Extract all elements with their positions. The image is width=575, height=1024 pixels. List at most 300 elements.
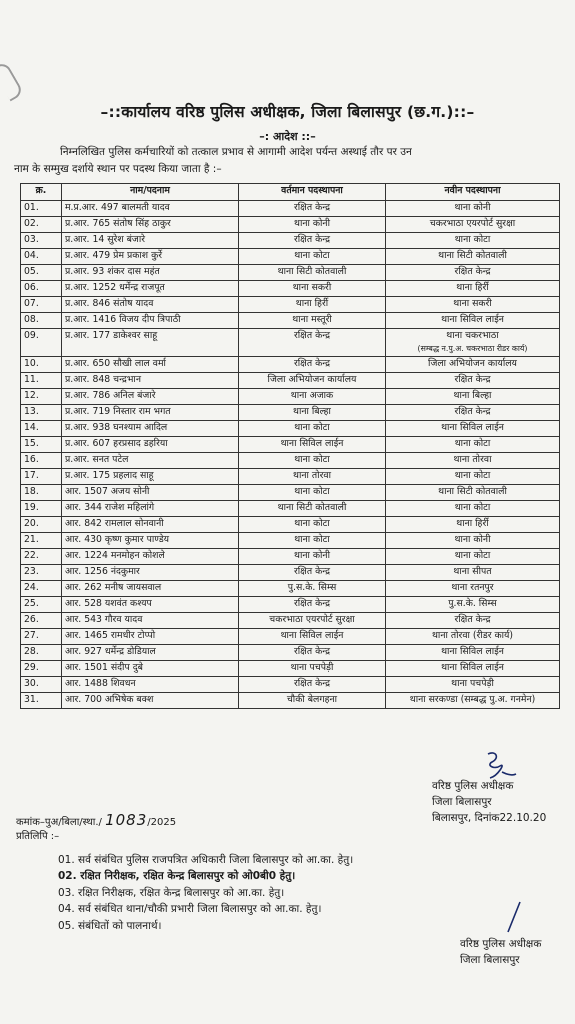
row-serial-text: 12.: [24, 390, 39, 401]
header-new-posting: नवीन पदस्थापना: [386, 184, 560, 201]
row-name: [62, 437, 239, 453]
row-name: [62, 201, 239, 217]
row-new-posting: [386, 613, 560, 629]
row-serial-text: 07.: [24, 298, 39, 309]
row-new-posting: [386, 485, 560, 501]
row-current-posting-text: थाना सिटी कोतवाली: [277, 502, 347, 513]
signature-1-designation: वरिष्ठ पुलिस अधीक्षक: [432, 780, 514, 792]
row-new-posting-text: चकरभाठा एयरपोर्ट सुरक्षा: [429, 218, 516, 229]
row-name-text: आर. 262 मनीष जायसवाल: [65, 582, 162, 593]
row-new-posting: [386, 437, 560, 453]
row-current-posting-text: रक्षित केन्द्र: [293, 358, 331, 369]
signature-mark-2: [500, 900, 526, 936]
row-serial: [21, 357, 62, 373]
row-current-posting: [239, 597, 386, 613]
row-name-text: आर. 1501 संदीप दुबे: [65, 662, 143, 673]
row-new-posting-text: थाना सिविल लाईन: [441, 422, 504, 433]
row-current-posting: [239, 265, 386, 281]
table-row: [21, 281, 560, 297]
table-row: [21, 597, 560, 613]
row-name: [62, 485, 239, 501]
row-serial-text: 26.: [24, 614, 39, 625]
row-current-posting-text: रक्षित केन्द्र: [293, 566, 331, 577]
row-current-posting-text: थाना कोनी: [294, 550, 330, 561]
row-new-posting-text: थाना सिविल लाईन: [441, 314, 504, 325]
row-new-posting-text: रक्षित केन्द्र: [454, 406, 491, 417]
memo-number: [16, 811, 176, 829]
row-new-posting: [386, 565, 560, 581]
row-name: [62, 629, 239, 645]
row-current-posting-text: थाना सिविल लाईन: [280, 630, 344, 641]
row-new-posting-text: थाना कोटा: [454, 502, 491, 513]
row-name-text: प्र.आर. 177 डाकेश्वर साहू: [65, 330, 158, 341]
row-new-posting: [386, 281, 560, 297]
row-current-posting: [239, 437, 386, 453]
row-current-posting-text: थाना कोनी: [294, 218, 330, 229]
row-name: [62, 389, 239, 405]
row-current-posting-text: रक्षित केन्द्र: [293, 678, 331, 689]
row-serial-text: 24.: [24, 582, 39, 593]
row-new-posting-text: थाना तोरवा (रीडर कार्य): [431, 630, 514, 641]
row-name-text: आर. 1507 अजय सोनी: [65, 486, 150, 497]
row-new-posting: [386, 421, 560, 437]
table-row: [21, 313, 560, 329]
table-row: [21, 373, 560, 389]
table-row: [21, 265, 560, 281]
table-row: [21, 233, 560, 249]
row-serial-text: 08.: [24, 314, 39, 325]
row-new-posting-text: थाना तोरवा: [453, 454, 492, 465]
table-row: [21, 517, 560, 533]
row-new-posting: [386, 549, 560, 565]
table-row: [21, 645, 560, 661]
row-new-posting: [386, 677, 560, 693]
office-title: –::कार्यालय वरिष्ठ पुलिस अधीक्षक, जिला बिलासपुर (छ.ग.)::–: [100, 103, 475, 121]
row-serial: [21, 249, 62, 265]
row-name: [62, 453, 239, 469]
row-name-text: आर. 528 यशवंत कश्यप: [65, 598, 152, 609]
row-name-text: प्र.आर. 765 संतोष सिंह ठाकुर: [65, 218, 171, 229]
row-new-posting-note: (सम्बद्ध न.पु.अ. चकरभाठा रीडर कार्य): [417, 344, 528, 353]
row-name-text: आर. 700 अभिषेक बक्श: [65, 694, 154, 705]
row-new-posting: [386, 201, 560, 217]
header-serial: क्र.: [21, 184, 62, 201]
row-name: [62, 329, 239, 357]
table-row: [21, 549, 560, 565]
table-row: [21, 329, 560, 357]
row-serial-text: 31.: [24, 694, 39, 705]
intro-text-line-1: निम्नलिखित पुलिस कर्मचारियों को तत्काल प्रभाव से आगामी आदेश पर्यन्त अस्थाई तौर पर उन: [60, 146, 412, 158]
row-current-posting: [239, 389, 386, 405]
row-current-posting: [239, 677, 386, 693]
table-row: [21, 217, 560, 233]
row-name-text: प्र.आर. 846 संतोष यादव: [65, 298, 154, 309]
row-current-posting: [239, 329, 386, 357]
row-serial: [21, 581, 62, 597]
table-row: [21, 677, 560, 693]
row-serial: [21, 453, 62, 469]
row-serial: [21, 565, 62, 581]
row-name-text: आर. 1256 नंदकुमार: [65, 566, 140, 577]
row-serial-text: 05.: [24, 266, 39, 277]
row-name: [62, 281, 239, 297]
row-name-text: प्र.आर. 1252 धर्मेन्द्र राजपूत: [65, 282, 165, 293]
row-new-posting: [386, 501, 560, 517]
row-new-posting: [386, 581, 560, 597]
row-current-posting-text: थाना कोटा: [294, 534, 330, 545]
row-serial: [21, 693, 62, 709]
table-row: [21, 469, 560, 485]
signature-2-designation: वरिष्ठ पुलिस अधीक्षक: [460, 938, 542, 950]
row-current-posting: [239, 421, 386, 437]
row-serial-text: 06.: [24, 282, 39, 293]
row-current-posting: [239, 357, 386, 373]
row-new-posting: [386, 329, 560, 357]
row-current-posting: [239, 373, 386, 389]
row-new-posting-text: थाना सिटी कोतवाली: [438, 250, 507, 261]
row-name-text: प्र.आर. 607 हरप्रसाद डहरिया: [65, 438, 168, 449]
row-new-posting-text: थाना कोटा: [454, 234, 491, 245]
row-new-posting-text: रक्षित केन्द्र: [454, 374, 491, 385]
copy-item: 01. सर्व संबंधित पुलिस राजपत्रित अधिकारी जिला बिलासपुर को आ.का. हेतु।: [58, 854, 354, 866]
row-new-posting: [386, 217, 560, 233]
copy-item: 04. सर्व संबंधित थाना/चौकी प्रभारी जिला बिलासपुर को आ.का. हेतु।: [58, 903, 322, 916]
row-current-posting: [239, 581, 386, 597]
row-current-posting-text: थाना कोटा: [294, 518, 330, 529]
signature-2-district: जिला बिलासपुर: [460, 954, 520, 966]
row-serial-text: 19.: [24, 502, 39, 513]
row-new-posting-text: थाना सीपत: [453, 566, 492, 577]
row-name-text: प्र.आर. 1416 विजय दीप त्रिपाठी: [65, 314, 181, 325]
row-serial: [21, 645, 62, 661]
row-serial-text: 14.: [24, 422, 39, 433]
row-serial: [21, 533, 62, 549]
order-heading: –: आदेश ::–: [259, 130, 316, 143]
row-serial: [21, 613, 62, 629]
row-current-posting: [239, 613, 386, 629]
row-new-posting: [386, 629, 560, 645]
row-name: [62, 405, 239, 421]
row-name: [62, 233, 239, 249]
row-serial-text: 22.: [24, 550, 39, 561]
row-new-posting: [386, 265, 560, 281]
row-current-posting-text: थाना मस्तूरी: [292, 314, 332, 325]
row-serial-text: 01.: [24, 202, 39, 213]
transfer-table: [20, 183, 560, 709]
row-new-posting-text: थाना कोटा: [454, 550, 491, 561]
row-new-posting-text: थाना सिटी कोतवाली: [438, 486, 507, 497]
row-current-posting-text: रक्षित केन्द्र: [293, 646, 331, 657]
row-new-posting-text: रक्षित केन्द्र: [454, 614, 491, 625]
row-new-posting-text: थाना हिर्री: [456, 518, 489, 529]
row-serial-text: 28.: [24, 646, 39, 657]
table-row: [21, 249, 560, 265]
row-serial: [21, 389, 62, 405]
row-name-text: आर. 543 गौरव यादव: [65, 614, 143, 625]
row-new-posting-text: थाना कोटा: [454, 470, 491, 481]
row-name-text: प्र.आर. 93 शंकर दास महंत: [65, 266, 160, 277]
row-name-text: आर. 842 रामलाल सोनवानी: [65, 518, 164, 529]
row-name: [62, 297, 239, 313]
row-new-posting-text: थाना सरकण्डा (सम्बद्ध पु.अ. गनमेन): [409, 694, 536, 705]
paper-clip-icon: [0, 61, 24, 102]
row-serial: [21, 677, 62, 693]
row-new-posting: [386, 533, 560, 549]
row-serial-text: 29.: [24, 662, 39, 673]
row-current-posting-text: थाना सिविल लाईन: [280, 438, 344, 449]
row-name-text: आर. 344 राजेश महिलांगे: [65, 502, 155, 513]
table-row: [21, 201, 560, 217]
row-name-text: आर. 430 कृष्ण कुमार पाण्डेय: [65, 534, 170, 545]
row-serial-text: 09.: [24, 330, 39, 341]
header-name: नाम/पदनाम: [62, 184, 239, 201]
table-row: [21, 501, 560, 517]
row-current-posting-text: जिला अभियोजन कार्यालय: [267, 374, 357, 385]
row-current-posting: [239, 217, 386, 233]
row-current-posting-text: चकरभाठा एयरपोर्ट सुरक्षा: [269, 614, 355, 625]
row-new-posting: [386, 693, 560, 709]
row-current-posting: [239, 645, 386, 661]
row-serial-text: 16.: [24, 454, 39, 465]
row-serial: [21, 629, 62, 645]
row-current-posting: [239, 485, 386, 501]
row-current-posting: [239, 533, 386, 549]
row-name: [62, 249, 239, 265]
row-current-posting: [239, 233, 386, 249]
row-name: [62, 597, 239, 613]
row-current-posting-text: रक्षित केन्द्र: [293, 330, 331, 341]
row-name: [62, 661, 239, 677]
row-name: [62, 693, 239, 709]
row-serial: [21, 501, 62, 517]
row-new-posting-text: थाना कोनी: [454, 202, 491, 213]
row-serial: [21, 405, 62, 421]
row-name-text: प्र.आर. सनत पटेल: [65, 454, 129, 465]
row-serial: [21, 265, 62, 281]
row-name-text: आर. 927 धर्मेन्द्र डोडियाल: [65, 646, 156, 657]
row-serial: [21, 485, 62, 501]
copy-list: [58, 852, 353, 934]
table-row: [21, 405, 560, 421]
row-name-text: प्र.आर. 786 अनिल बंजारे: [65, 390, 156, 401]
row-serial-text: 21.: [24, 534, 39, 545]
row-current-posting-text: थाना सिटी कोतवाली: [277, 266, 347, 277]
row-new-posting-text: पु.स.के. सिम्स: [448, 598, 497, 609]
row-name-text: आर. 1224 मनमोहन कोशले: [65, 550, 165, 561]
row-name-text: प्र.आर. 719 निस्तार राम भगत: [65, 406, 171, 417]
table-row: [21, 421, 560, 437]
row-serial: [21, 329, 62, 357]
row-serial-text: 04.: [24, 250, 39, 261]
table-row: [21, 565, 560, 581]
row-new-posting-text: थाना पचपेड़ी: [451, 678, 494, 689]
row-current-posting-text: रक्षित केन्द्र: [293, 234, 331, 245]
row-serial-text: 11.: [24, 374, 39, 385]
row-current-posting: [239, 313, 386, 329]
copy-item: 02. रक्षित निरीक्षक, रक्षित केन्द्र बिलासपुर को ओ0बी0 हेतु।: [58, 870, 296, 883]
row-serial-text: 13.: [24, 406, 39, 417]
memo-year: /2025: [147, 817, 177, 828]
table-header-row: [21, 184, 560, 201]
row-name-text: प्र.आर. 479 प्रेम प्रकाश कुर्रे: [65, 250, 163, 261]
copy-label: प्रतिलिपि :–: [16, 831, 60, 842]
signature-block-1: [432, 778, 546, 826]
row-current-posting: [239, 501, 386, 517]
row-current-posting-text: थाना बिल्हा: [293, 406, 331, 417]
row-serial: [21, 661, 62, 677]
row-serial: [21, 217, 62, 233]
row-new-posting: [386, 373, 560, 389]
row-serial-text: 15.: [24, 438, 39, 449]
table-row: [21, 613, 560, 629]
row-current-posting-text: थाना कोटा: [294, 422, 330, 433]
row-serial-text: 18.: [24, 486, 39, 497]
row-current-posting-text: थाना पचपेड़ी: [290, 662, 334, 673]
row-current-posting: [239, 565, 386, 581]
intro-text-line-2: नाम के सम्मुख दर्शाये स्थान पर पदस्थ किया जाता है :–: [14, 163, 222, 175]
row-name-text: प्र.आर. 848 चन्द्रभान: [65, 374, 141, 385]
row-name-text: प्र.आर. 14 सुरेश बंजारे: [65, 234, 146, 245]
row-serial: [21, 233, 62, 249]
row-name: [62, 373, 239, 389]
table-row: [21, 485, 560, 501]
row-new-posting-text: थाना कोनी: [454, 534, 491, 545]
row-current-posting-text: थाना सकरी: [292, 282, 332, 293]
row-current-posting: [239, 405, 386, 421]
copy-item: 03. रक्षित निरीक्षक, रक्षित केन्द्र बिलासपुर को आ.का. हेतु।: [58, 886, 285, 899]
row-name: [62, 581, 239, 597]
row-current-posting: [239, 549, 386, 565]
row-current-posting-text: रक्षित केन्द्र: [293, 598, 331, 609]
row-serial: [21, 517, 62, 533]
row-new-posting-text: रक्षित केन्द्र: [454, 266, 491, 277]
row-new-posting: [386, 405, 560, 421]
row-serial: [21, 469, 62, 485]
row-new-posting: [386, 357, 560, 373]
table-row: [21, 581, 560, 597]
row-new-posting: [386, 517, 560, 533]
row-serial: [21, 437, 62, 453]
row-serial: [21, 201, 62, 217]
row-new-posting-text: थाना रतनपुर: [451, 582, 494, 593]
row-serial-text: 27.: [24, 630, 39, 641]
row-new-posting: [386, 313, 560, 329]
row-new-posting: [386, 249, 560, 265]
row-current-posting: [239, 629, 386, 645]
row-new-posting: [386, 453, 560, 469]
row-name: [62, 565, 239, 581]
row-name: [62, 645, 239, 661]
row-new-posting: [386, 233, 560, 249]
copy-item: 05. संबंधितों को पालनार्थ।: [58, 919, 162, 932]
signature-1-date: बिलासपुर, दिनांक22.10.20: [432, 812, 547, 824]
row-current-posting-text: थाना हिर्री: [295, 298, 329, 309]
row-new-posting: [386, 661, 560, 677]
row-name-text: म.प्र.आर. 497 बालमती यादव: [65, 202, 170, 213]
row-name: [62, 613, 239, 629]
row-name-text: प्र.आर. 650 सौखी लाल वर्मा: [65, 358, 166, 369]
row-serial-text: 23.: [24, 566, 39, 577]
row-current-posting: [239, 693, 386, 709]
row-serial-text: 25.: [24, 598, 39, 609]
row-name-text: प्र.आर. 175 प्रहलाद साहू: [65, 470, 154, 481]
row-current-posting-text: थाना कोटा: [294, 250, 330, 261]
row-current-posting: [239, 297, 386, 313]
row-name-text: आर. 1488 शिवधन: [65, 678, 136, 689]
header-current-posting: वर्तमान पदस्थापना: [239, 184, 386, 201]
row-name-text: प्र.आर. 938 घनश्याम आदिल: [65, 422, 168, 433]
memo-prefix: कमांक–पुअ/बिला/स्था./: [16, 817, 102, 828]
table-row: [21, 629, 560, 645]
row-new-posting-text: थाना सिविल लाईन: [441, 662, 504, 673]
row-serial: [21, 297, 62, 313]
row-serial: [21, 373, 62, 389]
row-serial: [21, 421, 62, 437]
row-current-posting: [239, 661, 386, 677]
row-name: [62, 265, 239, 281]
row-serial-text: 10.: [24, 358, 39, 369]
table-row: [21, 693, 560, 709]
row-current-posting: [239, 453, 386, 469]
row-name: [62, 517, 239, 533]
table-row: [21, 453, 560, 469]
table-row: [21, 297, 560, 313]
row-new-posting: [386, 469, 560, 485]
row-name: [62, 357, 239, 373]
row-new-posting: [386, 645, 560, 661]
row-serial-text: 17.: [24, 470, 39, 481]
row-current-posting: [239, 469, 386, 485]
row-current-posting-text: चौकी बेलगहना: [286, 694, 338, 705]
row-serial-text: 20.: [24, 518, 39, 529]
row-name: [62, 469, 239, 485]
memo-handwritten-number: 1083: [105, 811, 148, 829]
row-name: [62, 313, 239, 329]
row-name: [62, 501, 239, 517]
row-serial-text: 30.: [24, 678, 39, 689]
row-current-posting-text: थाना कोटा: [294, 486, 330, 497]
row-serial: [21, 549, 62, 565]
row-name-text: आर. 1465 रामधीर टोप्पो: [65, 630, 156, 641]
row-name: [62, 533, 239, 549]
row-current-posting: [239, 517, 386, 533]
row-new-posting-text: थाना चकरभाठा: [446, 330, 499, 341]
row-new-posting-text: जिला अभियोजन कार्यालय: [428, 358, 517, 369]
signature-1-district: जिला बिलासपुर: [432, 796, 492, 808]
row-current-posting-text: थाना कोटा: [294, 454, 330, 465]
row-current-posting: [239, 249, 386, 265]
row-new-posting-text: थाना बिल्हा: [453, 390, 492, 401]
table-row: [21, 389, 560, 405]
row-new-posting: [386, 597, 560, 613]
row-name: [62, 549, 239, 565]
table-row: [21, 437, 560, 453]
row-name: [62, 217, 239, 233]
signature-block-2: [460, 936, 541, 968]
table-row: [21, 357, 560, 373]
row-current-posting: [239, 201, 386, 217]
row-serial: [21, 597, 62, 613]
row-new-posting: [386, 297, 560, 313]
row-current-posting-text: पु.स.के. सिम्स: [287, 582, 337, 593]
row-name: [62, 421, 239, 437]
row-new-posting: [386, 389, 560, 405]
row-new-posting-text: थाना कोटा: [454, 438, 491, 449]
row-current-posting-text: थाना अजाक: [290, 390, 334, 401]
table-row: [21, 533, 560, 549]
row-new-posting-text: थाना सिविल लाईन: [441, 646, 504, 657]
row-current-posting: [239, 281, 386, 297]
